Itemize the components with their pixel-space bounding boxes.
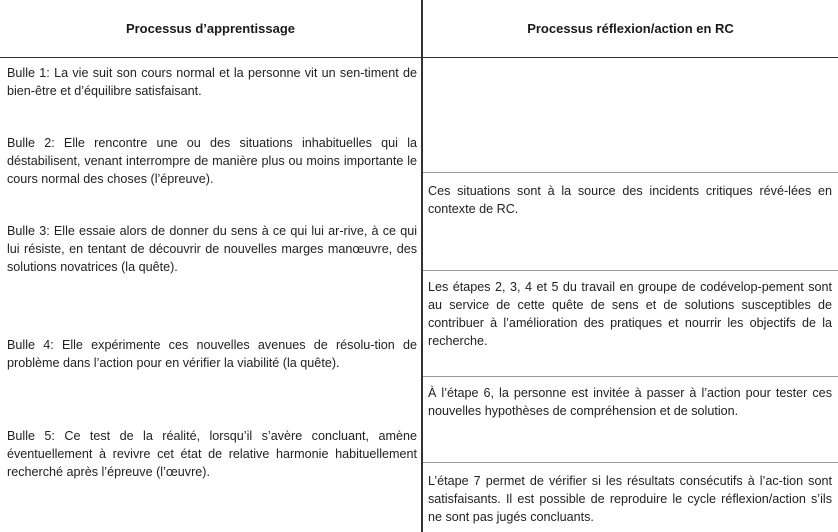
right-row-divider — [423, 376, 838, 377]
left-cell-bulle-5: Bulle 5: Ce test de la réalité, lorsqu’il s’avère concluant, amène éventuellement à revivre cet état de relative harmonie habituellement recherché après l’épreuve (l’œuvre). — [7, 429, 417, 479]
left-cell-bulle-2: Bulle 2: Elle rencontre une ou des situations inhabituelles qui la déstabilisent, venant interrompre de manière plus ou moins importante le cours normal des choses (l’épreuve). — [7, 136, 417, 186]
right-row-divider — [423, 270, 838, 271]
right-row-divider — [423, 462, 838, 463]
right-row-divider — [423, 172, 838, 173]
header-reflection-action-process: Processus réflexion/action en RC — [527, 21, 734, 36]
right-cell-1: Ces situations sont à la source des incidents critiques révé-lées en contexte de RC. — [428, 184, 832, 216]
left-cell-bulle-1: Bulle 1: La vie suit son cours normal et la personne vit un sen-timent de bien-être et d’équilibre satisfaisant. — [7, 66, 417, 98]
right-cell-3: À l’étape 6, la personne est invitée à passer à l’action pour tester ces nouvelles hypothèses de compréhension et de solution. — [428, 386, 832, 418]
header-divider — [0, 57, 838, 58]
left-cell-bulle-4: Bulle 4: Elle expérimente ces nouvelles avenues de résolu-tion de problème dans l’action pour en vérifier la viabilité (la quête). — [7, 338, 417, 370]
header-learning-process: Processus d’apprentissage — [125, 21, 296, 36]
left-cell-bulle-3: Bulle 3: Elle essaie alors de donner du sens à ce qui lui ar-rive, à ce qui lui résiste, en tentant de découvrir de nouvelles marges manœuvre, des solutions novatrices (la quête). — [7, 224, 417, 274]
right-cell-2: Les étapes 2, 3, 4 et 5 du travail en groupe de codévelop-pement sont au service de cette quête de sens et de solutions susceptibles de contribuer à l’amélioration des pratiques et nourrir les objectifs de la recherche. — [428, 280, 832, 348]
right-cell-4: L’étape 7 permet de vérifier si les résultats consécutifs à l’ac-tion sont satisfaisants. Il est possible de reproduire le cycle réflexion/action s’ils ne sont pas jugés concluants. — [428, 474, 832, 524]
column-divider — [421, 0, 423, 532]
